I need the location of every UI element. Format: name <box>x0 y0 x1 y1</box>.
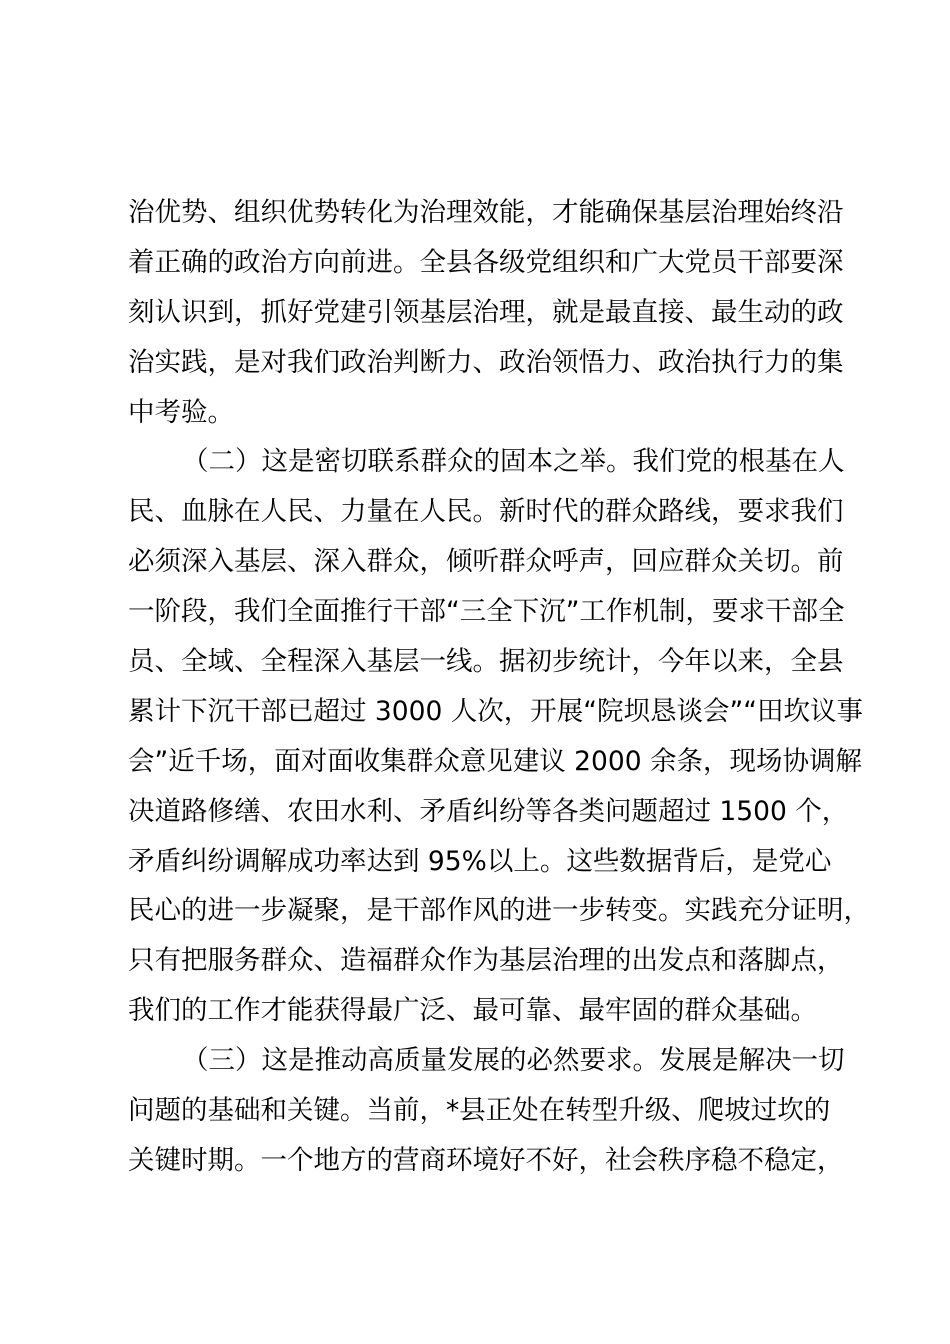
text-line: 一阶段，我们全面推行干部“三全下沉”工作机制，要求干部全 <box>128 596 845 628</box>
text-line: 中考验。 <box>128 396 234 428</box>
section-heading-line: （三）这是推动高质量发展的必然要求。发展是解决一切 <box>182 1045 845 1077</box>
text-line: 治实践，是对我们政治判断力、政治领悟力、政治执行力的集 <box>128 346 844 378</box>
text-line: 必须深入基层、深入群众，倾听群众呼声，回应群众关切。前 <box>128 546 844 578</box>
text-line: 治优势、组织优势转化为治理效能，才能确保基层治理始终沿 <box>128 197 844 228</box>
section-heading-line: （二）这是密切联系群众的固本之举。我们党的根基在人 <box>182 446 845 478</box>
text-line: 着正确的政治方向前进。全县各级党组织和广大党员干部要深 <box>128 246 844 278</box>
text-line: 刻认识到，抓好党建引领基层治理，就是最直接、最生动的政 <box>128 296 844 328</box>
text-line: 决道路修缮、农田水利、矛盾纠纷等各类问题超过 1500 个， <box>128 795 849 827</box>
text-line: 民、血脉在人民、力量在人民。新时代的群众路线，要求我们 <box>128 496 844 528</box>
text-line: 关键时期。一个地方的营商环境好不好，社会秩序稳不稳定， <box>128 1144 844 1176</box>
text-line: 矛盾纠纷调解成功率达到 95%以上。这些数据背后，是党心 <box>128 845 832 877</box>
text-line: 民心的进一步凝聚，是干部作风的进一步转变。实践充分证明， <box>128 895 870 927</box>
text-line: 我们的工作才能获得最广泛、最可靠、最牢固的群众基础。 <box>128 995 817 1027</box>
body-text <box>128 188 870 1186</box>
text-line: 问题的基础和关键。当前，*县正处在转型升级、爬坡过坎的 <box>128 1095 831 1127</box>
text-line: 员、全域、全程深入基层一线。据初步统计，今年以来，全县 <box>128 646 844 678</box>
text-line: 会”近千场，面对面收集群众意见建议 2000 余条，现场协调解 <box>128 745 863 777</box>
text-line: 只有把服务群众、造福群众作为基层治理的出发点和落脚点， <box>128 945 844 977</box>
text-line: 累计下沉干部已超过 3000 人次，开展“院坝恳谈会”“田坎议事 <box>128 695 863 727</box>
